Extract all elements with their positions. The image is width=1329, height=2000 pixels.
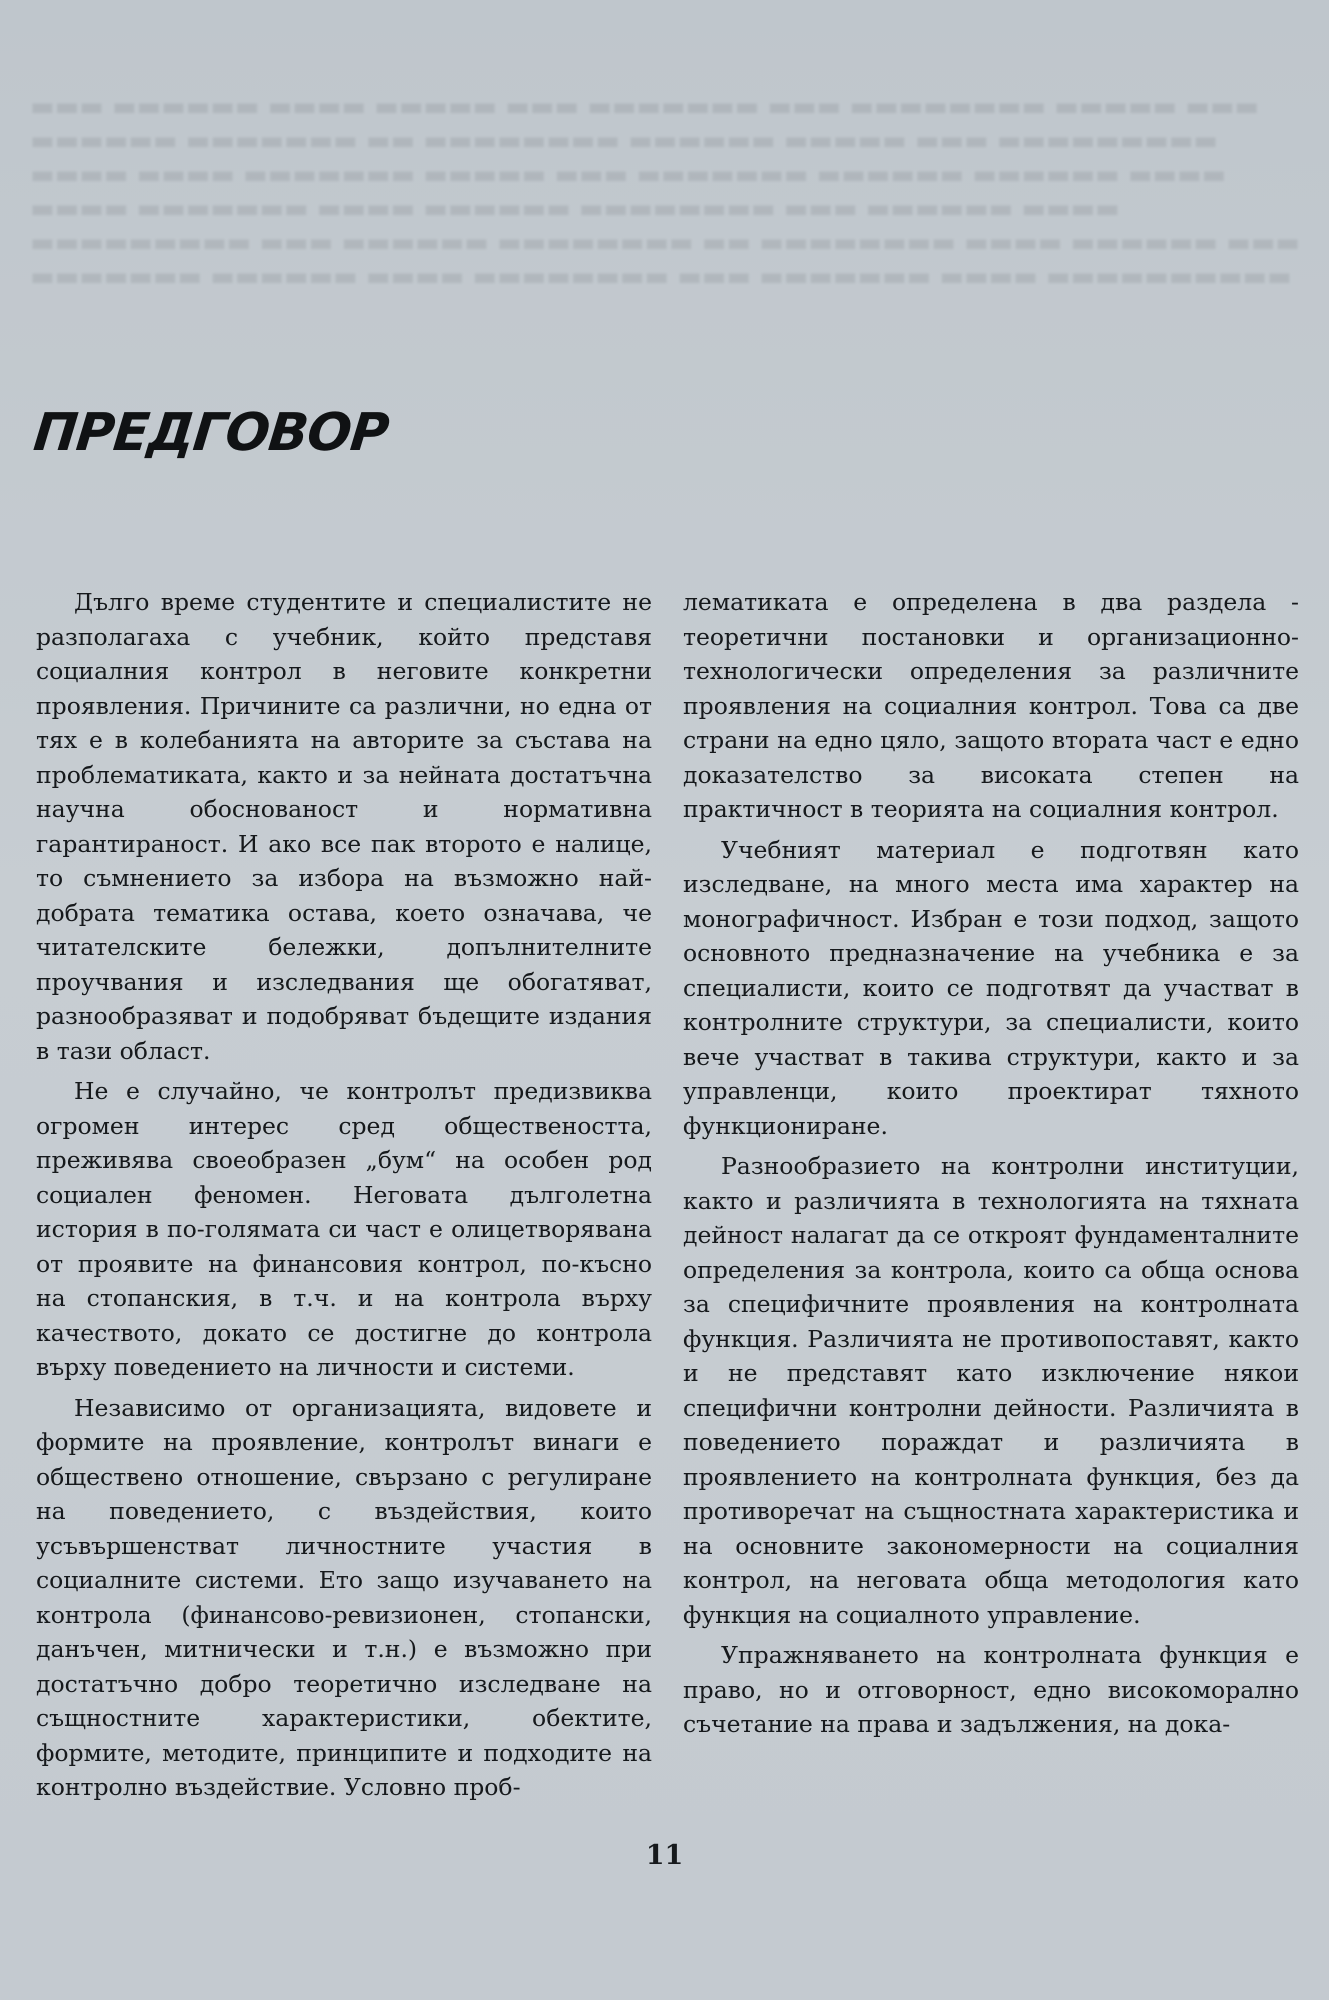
paragraph: Учебният материал е подготвян като изследване, на много места има характер на монографичност. Избран е този подход, защото основното предназначение на учебника е за специалисти, които се подготвят да участват в контролните структури, за специалисти, които вече участват в такива структури, както и за управленци, които проектират тяхното функциониране. — [683, 835, 1299, 1140]
paragraph: Независимо от организацията, видовете и формите на проявление, контролът винаги е обществено отношение, свързано с регулиране на поведението, с въздействия, които усъвършенстват личностните участия в социалните системи. Ето защо изучаването на контрола (финансово-ревизионен, стопански, данъчен, митнически и т.н.) е възможно при достатъчно добро теоретично изследване на същностните характеристики, обектите, формите, методите, принципите и подходите на контролно въздействие. Условно проб- — [36, 1393, 652, 1801]
left-column — [36, 585, 652, 1811]
paragraph: Разнообразието на контролни институции, както и различията в технологията на тяхната дейност налагат да се откроят фундаменталните определения за контрола, които са обща основа за специфичните проявления на контролната функция. Различията не противопоставят, както и не представят като изключение някои специфични контролни дейности. Различията в поведението пораждат и различията в проявлението на контролната функция, без да противоречат на същностната характеристика и на основните закономерности на социалния контрол, на неговата обща методология като функция на социалното управление. — [683, 1152, 1299, 1629]
paragraph: лематиката е определена в два раздела - теоретични постановки и организационно-технологически определения за различните проявления на социалния контрол. Това са две страни на едно цяло, защото втората част е едно доказателство за високата степен на практичност в теорията на социалния контрол. — [683, 588, 1299, 823]
paragraph: Упражняването на контролната функция е право, но и отговорност, едно високоморално съчетание на права и задължения, на дока- — [683, 1641, 1299, 1738]
paragraph: Дълго време студентите и специалистите не разполагаха с учебник, който представя социалния контрол в неговите конкретни проявления. Причините са различни, но една от тях е в колебанията на авторите за състава на проблематиката, както и за нейната достатъчна научна обоснованост и нормативна гарантираност. И ако все пак второто е налице, то съмнението за избора на възможно най-добрата тематика остава, което означава, че читателските бележки, допълнителните проучвания и изследвания ще обогатяват, разнообразяват и подобряват бъдещите издания в тази област. — [36, 588, 652, 1065]
right-column — [683, 585, 1299, 1748]
chapter-title: ПРЕДГОВОР — [30, 402, 391, 463]
paragraph: Не е случайно, че контролът предизвиква огромен интерес сред обществеността, преживява своеобразен „бум“ на особен род социален феномен. Неговата дълголетна история в по-голямата си част е олицетворявана от проявите на финансовия контрол, по-късно на стопанския, в т.ч. и на контрола върху качеството, докато се достигне до контрола върху поведението на личности и системи. — [36, 1077, 652, 1381]
show-through-text: ▬▬▬ ▬▬▬▬▬▬ ▬▬▬▬ ▬▬▬▬▬ ▬▬▬ ▬▬▬▬▬▬▬ ▬▬▬ ▬▬▬▬▬▬▬▬ ▬▬▬▬▬ ▬▬▬ ▬▬▬▬▬▬ ▬▬▬▬▬▬▬ ▬▬ ▬▬▬▬▬▬▬▬ ▬▬▬▬▬▬ ▬▬▬▬▬ ▬▬▬ ▬▬▬▬▬▬▬▬▬ ▬▬▬▬ ▬▬▬▬ ▬▬▬▬▬▬▬ ▬▬▬▬▬ ▬▬▬ ▬▬▬▬▬▬▬ ▬▬▬▬▬▬ ▬▬▬▬▬▬ ▬▬▬▬ ▬▬▬▬ ▬▬▬▬▬▬▬ ▬▬▬▬ ▬▬▬▬▬▬ ▬▬▬▬▬▬▬▬ ▬▬▬ ▬▬▬▬▬▬ ▬▬▬▬ ▬▬▬▬▬▬▬▬▬ ▬▬▬ ▬▬▬▬▬▬ ▬▬▬▬▬▬▬▬ ▬▬ ▬▬▬▬▬▬▬▬ ▬▬▬▬ ▬▬▬▬▬▬ ▬▬▬ ▬▬▬▬▬▬▬ ▬▬▬▬▬▬ ▬▬▬▬ ▬▬▬▬▬▬▬▬ ▬▬▬ ▬▬▬▬▬▬▬ ▬▬▬▬ ▬▬▬▬▬▬▬▬▬▬ — [30, 92, 1300, 292]
page-number: 11 — [645, 1840, 684, 1871]
